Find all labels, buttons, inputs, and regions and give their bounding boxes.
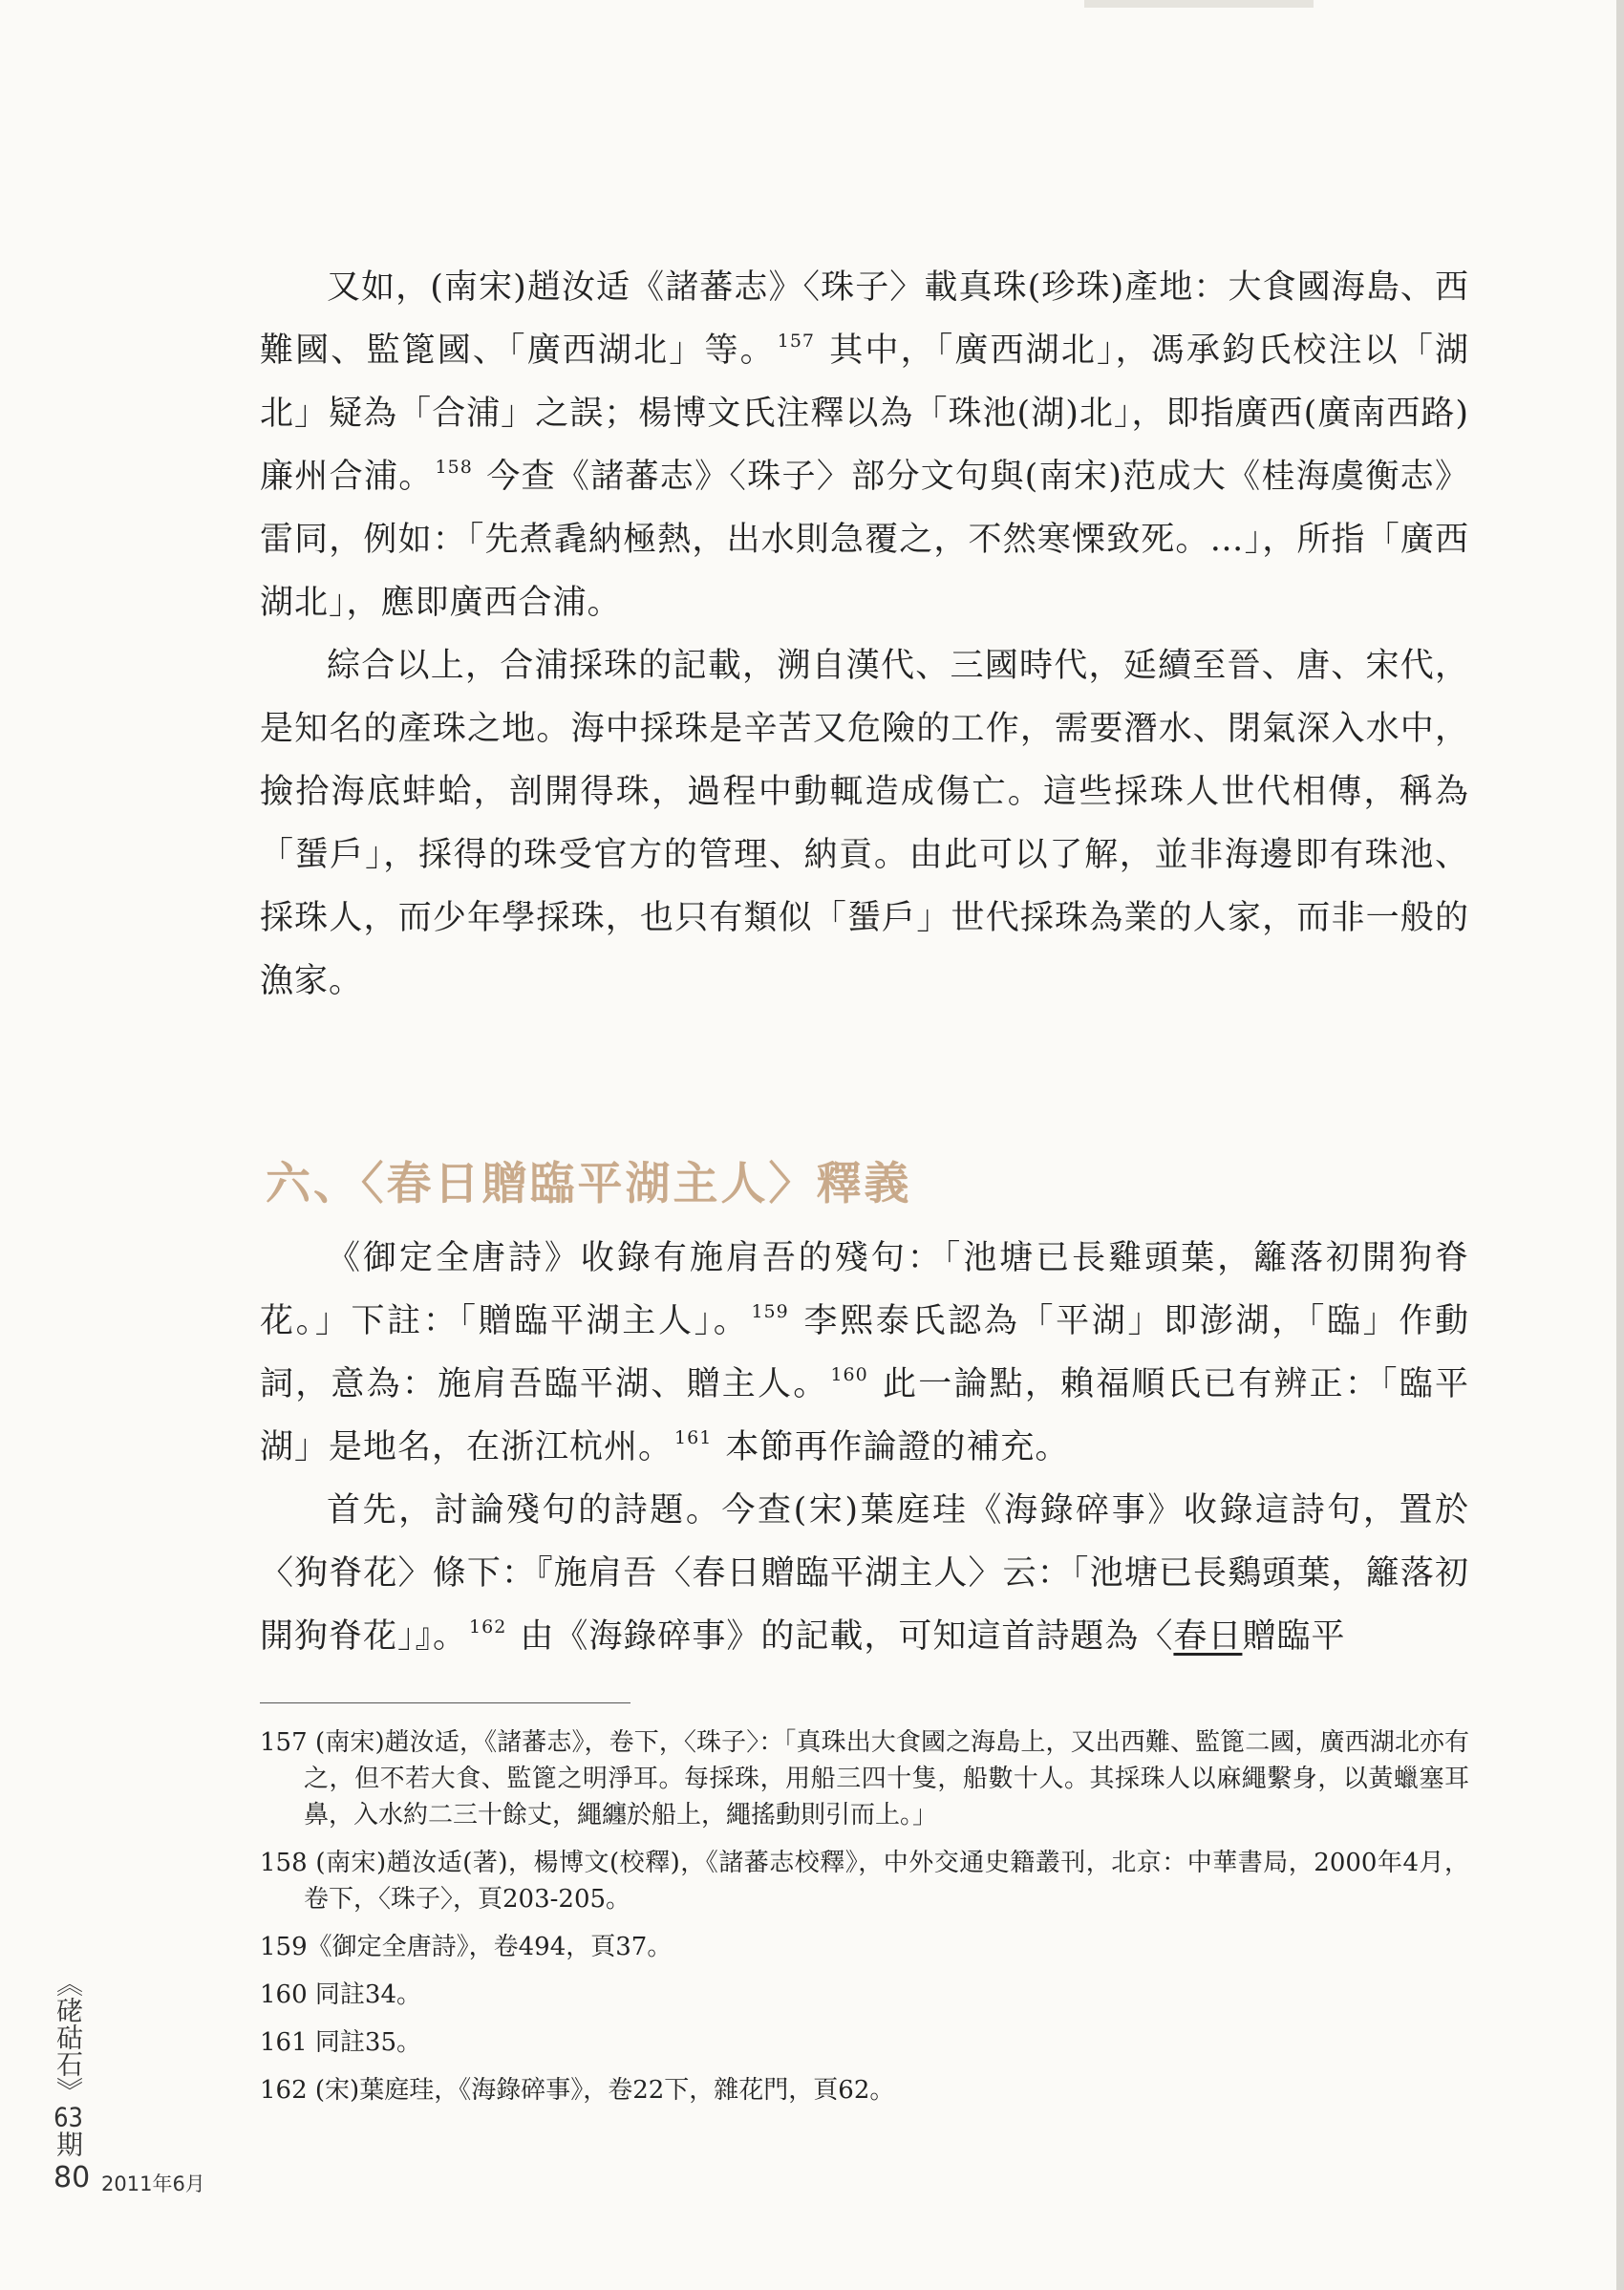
footnote-divider (260, 1702, 630, 1703)
scan-edge (1616, 0, 1624, 2290)
footnote-ref-160[interactable]: 160 (830, 1363, 868, 1385)
footnote-157: 157 (南宋)趙汝适，《諸蕃志》，卷下，〈珠子〉：「真珠出大食國之海島上，又出西難、監篦二國，廣西湖北亦有之，但不若大食、監篦之明淨耳。每採珠，用船三四十隻，船數十人。其採珠人以麻繩繫身，以黃蠟塞耳鼻，入水約二三十餘丈，繩纏於船上，繩搖動則引而上。」 (260, 1728, 1470, 1830)
footnote-ref-158[interactable]: 158 (435, 456, 473, 478)
paragraph-4: 首先，討論殘句的詩題。今查(宋)葉庭珪《海錄碎事》收錄這詩句，置於〈狗脊花〉條下：『施肩吾〈春日贈臨平湖主人〉云：「池塘已長鷄頭葉，籬落初開狗脊花」』。 $^{162}$ 由《海錄碎事》的記載，可知這首詩題為〈春日贈臨平 (260, 1491, 1469, 1656)
footnote-158: 158 (南宋)趙汝适(著)，楊博文(校釋)，《諸蕃志校釋》，中外交通史籍叢刊，北京：中華書局，2000年4月，卷下，〈珠子〉，頁203-205。 (260, 1849, 1469, 1914)
footnote-ref-162[interactable]: 162 (469, 1616, 507, 1637)
footnote-160: 160 同註34。 (260, 1980, 421, 2009)
footnotes-list (260, 1724, 1469, 2120)
bleed-through-mark (1084, 0, 1314, 8)
footnote-ref-157[interactable]: 157 (777, 330, 816, 352)
section-heading: 六、〈春日贈臨平湖主人〉釋義 (266, 1158, 912, 1210)
page-number: 80 (53, 2161, 91, 2194)
paragraph-3: 《御定全唐詩》收錄有施肩吾的殘句：「池塘已長雞頭葉，籬落初開狗脊花。」下註：「贈臨平湖主人」。 $^{159}$ 李熙泰氏認為「平湖」即澎湖，「臨」作動詞，意為：施肩吾臨平湖、贈主人。 $^{160}$ 此一論點，賴福順氏已有辨正：「臨平湖」是地名，在浙江杭州。 $^{161}$ 本節再作論證的補充。 (260, 1239, 1469, 1466)
footnote-161: 161 同註35。 (260, 2028, 421, 2057)
issue-date: 2011年6月 (101, 2172, 205, 2195)
footnote-ref-159[interactable]: 159 (751, 1300, 789, 1322)
underlined-text: 春日 (1173, 1617, 1243, 1656)
footnote-ref-161[interactable]: 161 (674, 1426, 713, 1448)
paragraph-1: 又如，(南宋)趙汝适《諸蕃志》〈珠子〉載真珠(珍珠)產地：大食國海島、西難國、監篦國、「廣西湖北」等。 $^{157}$ 其中，「廣西湖北」，馮承鈞氏校注以「湖北」疑為「合浦」之誤；楊博文氏注釋以為「珠池(湖)北」，即指廣西(廣南西路)廉州合浦。 $^{158}$ 今查《諸蕃志》〈珠子〉部分文句與(南宋)范成大《桂海虞衡志》雷同，例如：「先煮毳納極熱，出水則急覆之，不然寒慄致死。…」，所指「廣西湖北」，應即廣西合浦。 (260, 268, 1469, 622)
journal-issue-label: 《硓𥑮石》63期 (53, 1970, 84, 2157)
paragraph-2: 綜合以上，合浦採珠的記載，溯自漢代、三國時代，延續至晉、唐、宋代，是知名的產珠之地。海中採珠是辛苦又危險的工作，需要潛水、閉氣深入水中，撿拾海底蚌蛤，剖開得珠，過程中動輒造成傷亡。這些採珠人世代相傳，稱為「蜑戶」，採得的珠受官方的管理、納貢。由此可以了解，並非海邊即有珠池、採珠人，而少年學採珠，也只有類似「蜑戶」世代採珠為業的人家，而非一般的漁家。 (260, 647, 1469, 1000)
footnote-162: 162 (宋)葉庭珪，《海錄碎事》，卷22下，雜花門，頁62。 (260, 2076, 895, 2105)
footnote-159: 159《御定全唐詩》，卷494，頁37。 (260, 1933, 673, 1961)
